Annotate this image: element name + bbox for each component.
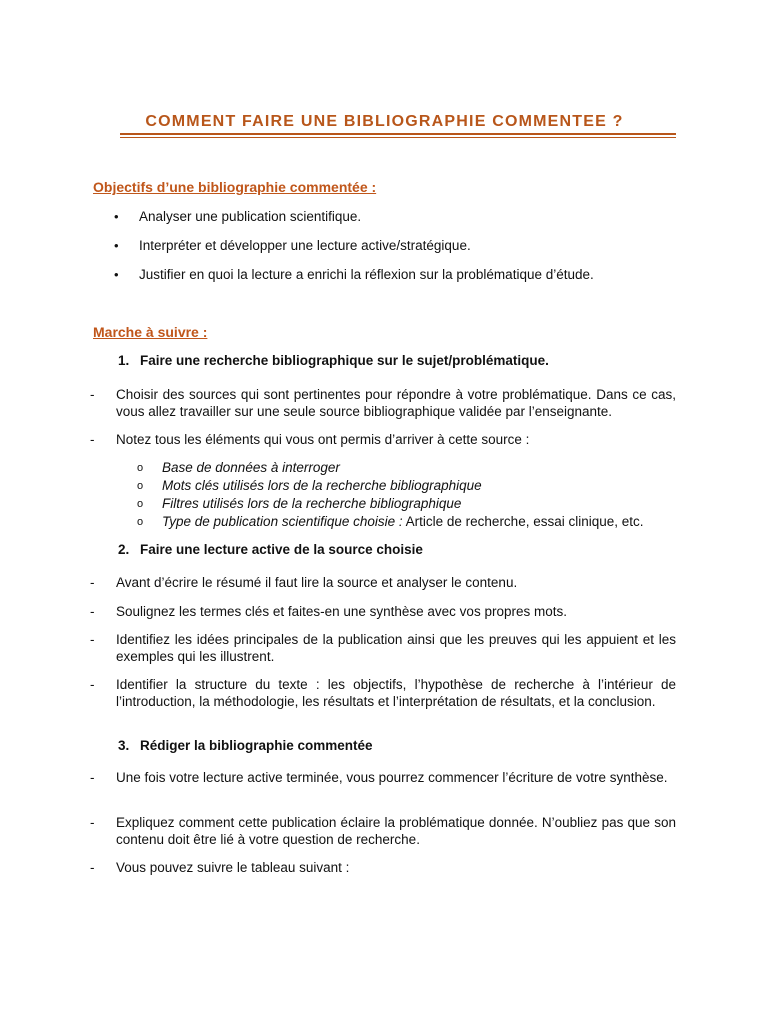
sub-item <box>137 477 644 495</box>
step-item-text: Expliquez comment cette publication éclaire la problématique donnée. N’oubliez pas que son contenu doit être lié à votre question de recherche. <box>116 815 676 847</box>
step-item <box>90 574 676 591</box>
step-item <box>90 769 676 786</box>
circle-bullet-icon: o <box>137 480 144 492</box>
step-number: 2. <box>118 542 130 557</box>
sub-item-plain: Article de recherche, essai clinique, etc. <box>402 514 644 529</box>
dash-icon: - <box>90 677 95 692</box>
dash-icon: - <box>90 815 95 830</box>
step-item-text: Choisir des sources qui sont pertinentes pour répondre à votre problématique. Dans ce cas, vous allez travailler sur une seule source bibliographique validée par l’enseignante. <box>116 387 676 419</box>
sub-item-italic: Mots clés utilisés lors de la recherche bibliographique <box>162 478 482 493</box>
sub-list <box>137 459 644 531</box>
objectif-item <box>114 209 361 224</box>
objectif-item <box>114 238 471 253</box>
step-number: 3. <box>118 738 130 753</box>
step-heading <box>118 738 373 753</box>
step-item <box>90 859 676 876</box>
step-title: Faire une recherche bibliographique sur le sujet/problématique. <box>140 353 549 368</box>
step-item <box>90 814 676 848</box>
sub-item <box>137 495 644 513</box>
sub-item-italic: Base de données à interroger <box>162 460 340 475</box>
step-title: Faire une lecture active de la source choisie <box>140 542 423 557</box>
step-item <box>90 676 676 710</box>
dash-icon: - <box>90 604 95 619</box>
objectif-text: Interpréter et développer une lecture active/stratégique. <box>139 238 471 253</box>
dash-icon: - <box>90 860 95 875</box>
sub-item-italic: Type de publication scientifique choisie : <box>162 514 403 529</box>
document-title: COMMENT FAIRE UNE BIBLIOGRAPHIE COMMENTEE ? <box>145 113 624 130</box>
step-item <box>90 631 676 665</box>
step-item <box>90 603 676 620</box>
circle-bullet-icon: o <box>137 516 144 528</box>
step-item-text: Vous pouvez suivre le tableau suivant : <box>116 860 350 875</box>
bullet-icon: • <box>114 267 119 282</box>
marche-heading: Marche à suivre : <box>93 324 208 340</box>
dash-icon: - <box>90 432 95 447</box>
step-item <box>90 431 676 448</box>
bullet-icon: • <box>114 209 119 224</box>
dash-icon: - <box>90 632 95 647</box>
step-item <box>90 386 676 420</box>
sub-item <box>137 459 644 477</box>
objectif-item <box>114 267 594 282</box>
step-item-text: Notez tous les éléments qui vous ont permis d’arriver à cette source : <box>116 432 530 447</box>
step-number: 1. <box>118 353 130 368</box>
title-underline-thin <box>120 137 676 138</box>
step-item-text: Avant d’écrire le résumé il faut lire la source et analyser le contenu. <box>116 575 518 590</box>
title-underline-thick <box>120 133 676 135</box>
sub-item-italic: Filtres utilisés lors de la recherche bibliographique <box>162 496 462 511</box>
step-heading <box>118 353 549 368</box>
dash-icon: - <box>90 770 95 785</box>
dash-icon: - <box>90 387 95 402</box>
step-item-text: Identifier la structure du texte : les objectifs, l’hypothèse de recherche à l’intérieur de l’introduction, la méthodologie, les résultats et l’interprétation de résultats, et la conclusion. <box>116 677 676 709</box>
objectifs-heading: Objectifs d’une bibliographie commentée : <box>93 179 377 195</box>
objectif-text: Justifier en quoi la lecture a enrichi la réflexion sur la problématique d’étude. <box>139 267 594 282</box>
bullet-icon: • <box>114 238 119 253</box>
circle-bullet-icon: o <box>137 498 144 510</box>
step-item-text: Soulignez les termes clés et faites-en une synthèse avec vos propres mots. <box>116 604 567 619</box>
step-item-text: Une fois votre lecture active terminée, vous pourrez commencer l’écriture de votre synthèse. <box>116 770 668 785</box>
dash-icon: - <box>90 575 95 590</box>
step-item-text: Identifiez les idées principales de la publication ainsi que les preuves qui les appuient et les exemples qui les illustrent. <box>116 632 676 664</box>
step-heading <box>118 542 423 557</box>
sub-item <box>137 513 644 531</box>
objectif-text: Analyser une publication scientifique. <box>139 209 362 224</box>
step-title: Rédiger la bibliographie commentée <box>140 738 373 753</box>
circle-bullet-icon: o <box>137 462 144 474</box>
